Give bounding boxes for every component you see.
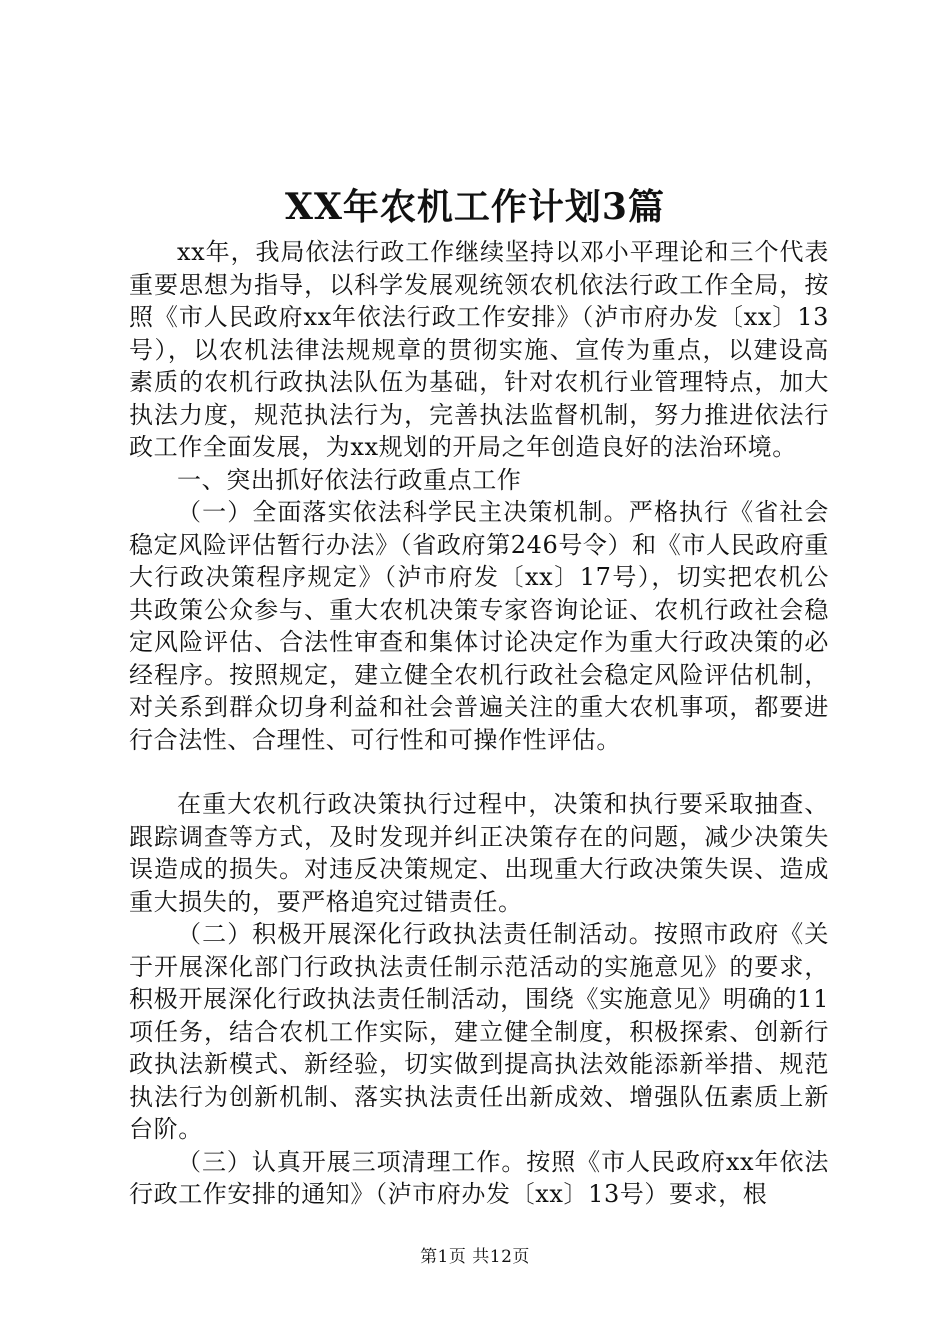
paragraph-decision-execution: 在重大农机行政决策执行过程中，决策和执行要采取抽查、跟踪调查等方式，及时发现并纠正决策存在的问题，减少决策失误造成的损失。对违反决策规定、出现重大行政决策失误、造成重大损失的，要严格追究过错责任。 [129,790,829,916]
paragraph-item-1: （一）全面落实依法科学民主决策机制。严格执行《省社会稳定风险评估暂行办法》（省政府第246号令）和《市人民政府重大行政决策程序规定》（泸市府发〔xx〕17号），切实把农机公共政策公众参与、重大农机决策专家咨询论证、农机行政社会稳定风险评估、合法性审查和集体讨论决定作为重大行政决策的必经程序。按照规定，建立健全农机行政社会稳定风险评估机制，对关系到群众切身利益和社会普遍关注的重大农机事项，都要进行合法性、合理性、可行性和可操作性评估。 [129,498,829,754]
document-body [129,236,829,1211]
paragraph-item-2: （二）积极开展深化行政执法责任制活动。按照市政府《关于开展深化部门行政执法责任制示范活动的实施意见》的要求，积极开展深化行政执法责任制活动，围绕《实施意见》明确的11项任务，结合农机工作实际，建立健全制度，积极探索、创新行政执法新模式、新经验，切实做到提高执法效能添新举措、规范执法行为创新机制、落实执法责任出新成效、增强队伍素质上新台阶。 [129,920,829,1143]
paragraph-item-3: （三）认真开展三项清理工作。按照《市人民政府xx年依法行政工作安排的通知》（泸市府办发〔xx〕13号）要求，根 [129,1147,829,1208]
page-footer: 第1页 共12页 [420,1247,530,1267]
section-heading-1: 一、突出抓好依法行政重点工作 [177,465,522,494]
document-title: XX年农机工作计划3篇 [285,186,665,228]
paragraph-intro: xx年，我局依法行政工作继续坚持以邓小平理论和三个代表重要思想为指导，以科学发展观统领农机依法行政工作全局，按照《市人民政府xx年依法行政工作安排》（泸市府办发〔xx〕13号），以农机法律法规规章的贯彻实施、宣传为重点，以建设高素质的农机行政执法队伍为基础，针对农机行业管理特点，加大执法力度，规范执法行为，完善执法监督机制，努力推进依法行政工作全面发展，为xx规划的开局之年创造良好的法治环境。 [129,238,829,461]
